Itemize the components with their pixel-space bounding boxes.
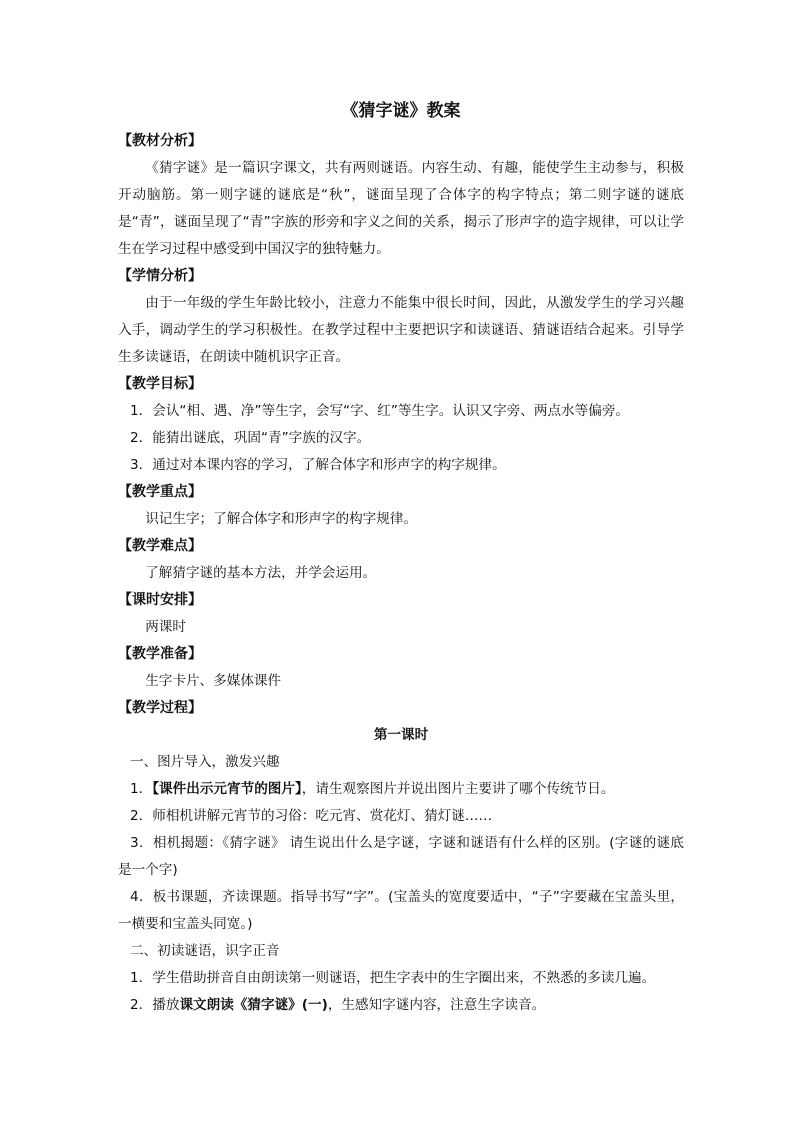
section-heading-objectives: 【教学目标】 xyxy=(118,376,202,392)
document-title: 《猜字谜》教案 xyxy=(341,101,461,121)
section-heading-textbook-analysis: 【教材分析】 xyxy=(118,133,202,149)
key-points-text: 识记生字；了解合体字和形声字的构字规律。 xyxy=(145,511,418,527)
process-part-heading: 一、图片导入，激发兴趣 xyxy=(130,754,280,770)
courseware-cue: 【课件出示元宵节的图片】 xyxy=(152,781,302,797)
process-step xyxy=(118,776,684,803)
objective-item: 2．能猜出谜底，巩固“青”字族的汉字。 xyxy=(130,430,371,446)
section-heading-preparation: 【教学准备】 xyxy=(118,646,202,662)
step-number: 1． xyxy=(130,781,153,797)
section-heading-process: 【教学过程】 xyxy=(118,700,202,716)
section-heading-student-analysis: 【学情分析】 xyxy=(118,268,202,284)
process-step xyxy=(118,992,684,1019)
schedule-text: 两课时 xyxy=(145,619,186,635)
step-prefix: 2．播放 xyxy=(130,997,180,1013)
process-part-heading: 二、初读谜语，识字正音 xyxy=(130,943,280,959)
textbook-analysis-text: 《猜字谜》是一篇识字课文，共有两则谜语。内容生动、有趣，能使学生主动参与，积极开动脑筋。第一则字谜的谜底是“秋”，谜面呈现了合体字的构字特点；第二则字谜的谜底是“青”，谜面呈现了“青”字族的形旁和字义之间的关系，揭示了形声字的造字规律，可以让学生在学习过程中感受到中国汉字的独特魅力。 xyxy=(118,160,684,257)
process-step: 2．师相机讲解元宵节的习俗：吃元宵、赏花灯、猜灯谜…… xyxy=(130,808,493,824)
section-heading-difficulties: 【教学难点】 xyxy=(118,538,202,554)
objective-item: 1．会认“相、遇、净”等生字，会写“字、红”等生字。认识又字旁、两点水等偏旁。 xyxy=(130,403,630,419)
document-page xyxy=(118,98,684,1019)
preparation-text: 生字卡片、多媒体课件 xyxy=(145,673,282,689)
process-step: 4．板书课题，齐读课题。指导书写“字”。(宝盖头的宽度要适中，“子”字要藏在宝盖头里，一横要和宝盖头同宽。) xyxy=(118,889,684,932)
student-analysis-text: 由于一年级的学生年龄比较小，注意力不能集中很长时间，因此，从激发学生的学习兴趣入手，调动学生的学习积极性。在教学过程中主要把识字和读谜语、猜谜语结合起来。引导学生多读谜语，在朗读中随机识字正音。 xyxy=(118,295,684,365)
process-step: 3．相机揭题：《猜字谜》 请生说出什么是字谜，字谜和谜语有什么样的区别。(字谜的谜底是一个字) xyxy=(118,835,684,878)
step-text: ，请生观察图片并说出图片主要讲了哪个传统节日。 xyxy=(301,781,615,797)
section-heading-schedule: 【课时安排】 xyxy=(118,592,202,608)
difficulties-text: 了解猜字谜的基本方法，并学会运用。 xyxy=(145,565,377,581)
audio-resource-link: 课文朗读《猜字谜》(一) xyxy=(179,997,328,1013)
section-heading-key-points: 【教学重点】 xyxy=(118,484,202,500)
objective-item: 3．通过对本课内容的学习，了解合体字和形声字的构字规律。 xyxy=(130,457,506,473)
step-text: ，生感知字谜内容，注意生字读音。 xyxy=(327,997,546,1013)
lesson-title: 第一课时 xyxy=(373,727,429,743)
process-step: 1．学生借助拼音自由朗读第一则谜语，把生字表中的生字圈出来，不熟悉的多读几遍。 xyxy=(130,970,656,986)
